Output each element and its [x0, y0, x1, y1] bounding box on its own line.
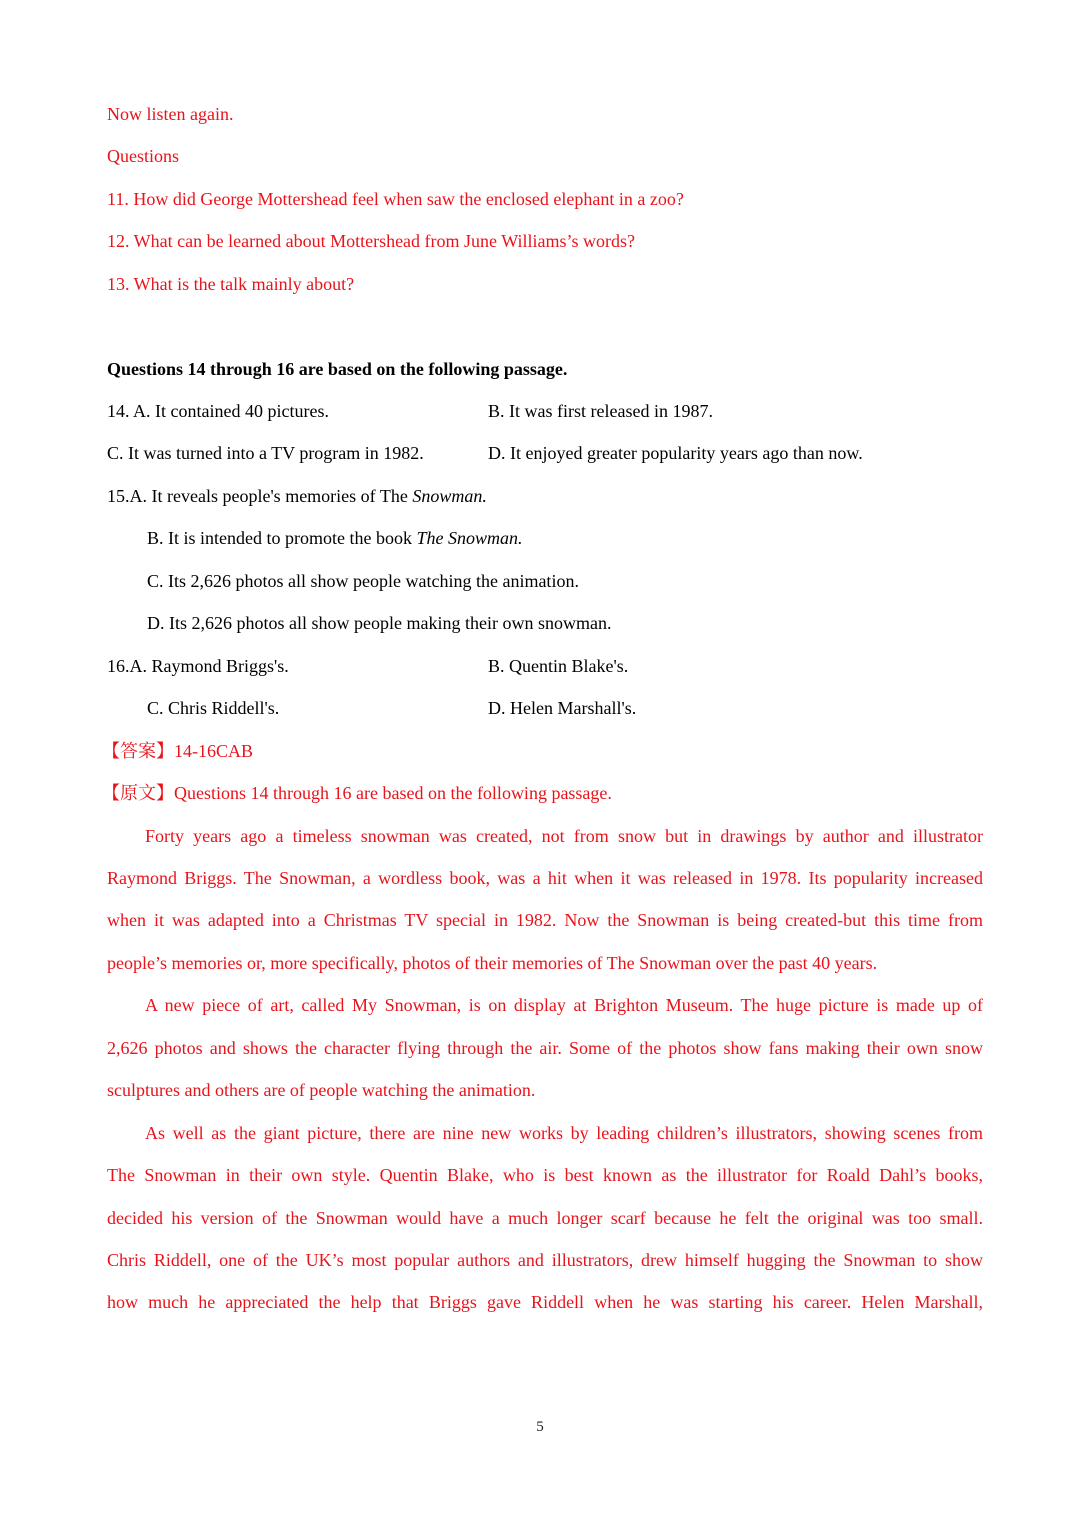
transcript-line: sculptures and others are of people watching the animation. — [107, 1080, 536, 1100]
answer-label: 【答案】 — [102, 741, 174, 761]
answer-line — [102, 739, 253, 763]
q16-option-d: D. Helen Marshall's. — [488, 698, 637, 718]
question-13: 13. What is the talk mainly about? — [107, 274, 355, 294]
transcript-line: when it was adapted into a Christmas TV special in 1982. Now the Snowman is being created-but this time from — [107, 910, 983, 930]
transcript-line: Raymond Briggs. The Snowman, a wordless book, was a hit when it was released in 1978. Its popularity increased — [107, 868, 983, 888]
q16-option-b: B. Quentin Blake's. — [488, 656, 629, 676]
transcript-heading-line — [102, 781, 612, 805]
section-heading: Questions 14 through 16 are based on the following passage. — [107, 359, 568, 379]
question-11: 11. How did George Mottershead feel when saw the enclosed elephant in a zoo? — [107, 189, 684, 209]
page-number: 5 — [536, 1419, 544, 1435]
q15-option-a-text: 15.A. It reveals people's memories of The — [107, 486, 413, 506]
questions-label: Questions — [107, 146, 179, 166]
q15-option-b — [147, 526, 522, 550]
question-12: 12. What can be learned about Mottershead from June Williams’s words? — [107, 231, 635, 251]
q15-option-b-title: The Snowman. — [416, 528, 523, 548]
q14-option-a: 14. A. It contained 40 pictures. — [107, 401, 329, 421]
transcript-line: 2,626 photos and shows the character flying through the air. Some of the photos show fans making their own snow — [107, 1038, 983, 1058]
q15-option-d: D. Its 2,626 photos all show people making their own snowman. — [147, 613, 612, 633]
transcript-line: Chris Riddell, one of the UK’s most popular authors and illustrators, drew himself hugging the Snowman to show — [107, 1250, 983, 1270]
q15-option-a-title: Snowman. — [412, 486, 487, 506]
q15-option-b-text: B. It is intended to promote the book — [147, 528, 417, 548]
q14-option-c: C. It was turned into a TV program in 1982. — [107, 443, 424, 463]
q14-option-d: D. It enjoyed greater popularity years ago than now. — [488, 443, 863, 463]
transcript-line: people’s memories or, more specifically, photos of their memories of The Snowman over the past 40 years. — [107, 953, 878, 973]
q15-option-c: C. Its 2,626 photos all show people watching the animation. — [147, 571, 579, 591]
answer-value: 14-16CAB — [174, 741, 254, 761]
transcript-label: 【原文】 — [102, 783, 174, 803]
q15-option-a — [107, 484, 487, 508]
transcript-line: As well as the giant picture, there are nine new works by leading children’s illustrators, showing scenes from — [145, 1123, 983, 1143]
q16-option-c: C. Chris Riddell's. — [147, 698, 280, 718]
q16-option-a: 16.A. Raymond Briggs's. — [107, 656, 289, 676]
q14-option-b: B. It was first released in 1987. — [488, 401, 713, 421]
transcript-line: Forty years ago a timeless snowman was created, not from snow but in drawings by author and illustrator — [145, 826, 983, 846]
transcript-line: A new piece of art, called My Snowman, is on display at Brighton Museum. The huge picture is made up of — [145, 995, 983, 1015]
transcript-line: decided his version of the Snowman would have a much longer scarf because he felt the original was too small. — [107, 1208, 983, 1228]
transcript-line: The Snowman in their own style. Quentin Blake, who is best known as the illustrator for Roald Dahl’s books, — [107, 1165, 983, 1185]
transcript-heading: Questions 14 through 16 are based on the following passage. — [174, 783, 612, 803]
now-listen-text: Now listen again. — [107, 104, 234, 124]
transcript-line: how much he appreciated the help that Briggs gave Riddell when he was starting his career. Helen Marshall, — [107, 1292, 983, 1312]
